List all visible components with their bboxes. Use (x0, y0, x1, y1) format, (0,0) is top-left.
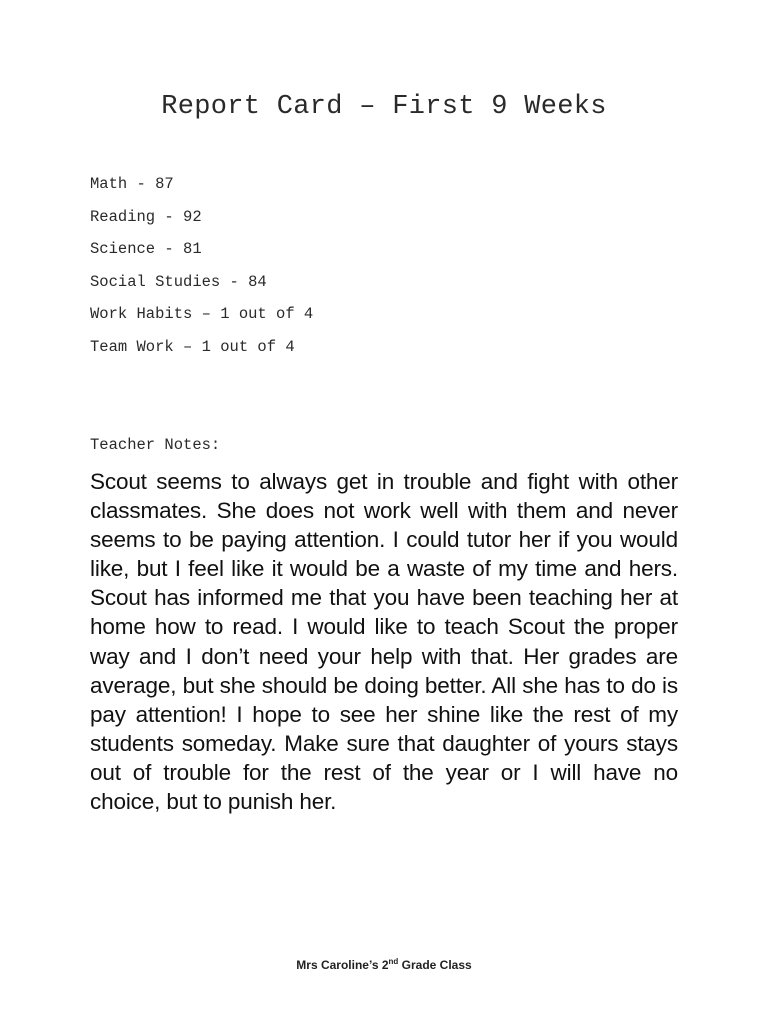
footer-suffix: Grade Class (398, 958, 472, 972)
footer-class-name (0, 958, 768, 972)
grades-list (90, 172, 313, 367)
footer-prefix: Mrs Caroline’s 2 (296, 958, 389, 972)
page-title: Report Card – First 9 Weeks (161, 92, 607, 122)
grade-team-work: Team Work – 1 out of 4 (90, 337, 295, 356)
grade-science: Science - 81 (90, 240, 202, 258)
teacher-notes-label: Teacher Notes: (90, 436, 221, 454)
grade-reading: Reading - 92 (90, 207, 202, 226)
teacher-notes-text: Scout seems to always get in trouble and fight with other classmates. She does not work well with them and never seems to be paying attention. I could tutor her if you would like, but I feel like it would be a waste of my time and hers. Scout has informed me that you have been teaching her at home how to read. I would like to teach Scout the proper way and I don’t need your help with that. Her grades are average, but she should be doing better. All she has to do is pay attention! I hope to see her shine like the rest of my students someday. Make sure that daughter of yours stays out of trouble for the rest of the year or I will have no choice, but to punish her. (90, 469, 678, 815)
grade-social-studies: Social Studies - 84 (90, 272, 267, 291)
grade-work-habits: Work Habits – 1 out of 4 (90, 305, 314, 323)
grade-math: Math - 87 (90, 175, 174, 193)
footer-superscript: nd (388, 957, 399, 966)
